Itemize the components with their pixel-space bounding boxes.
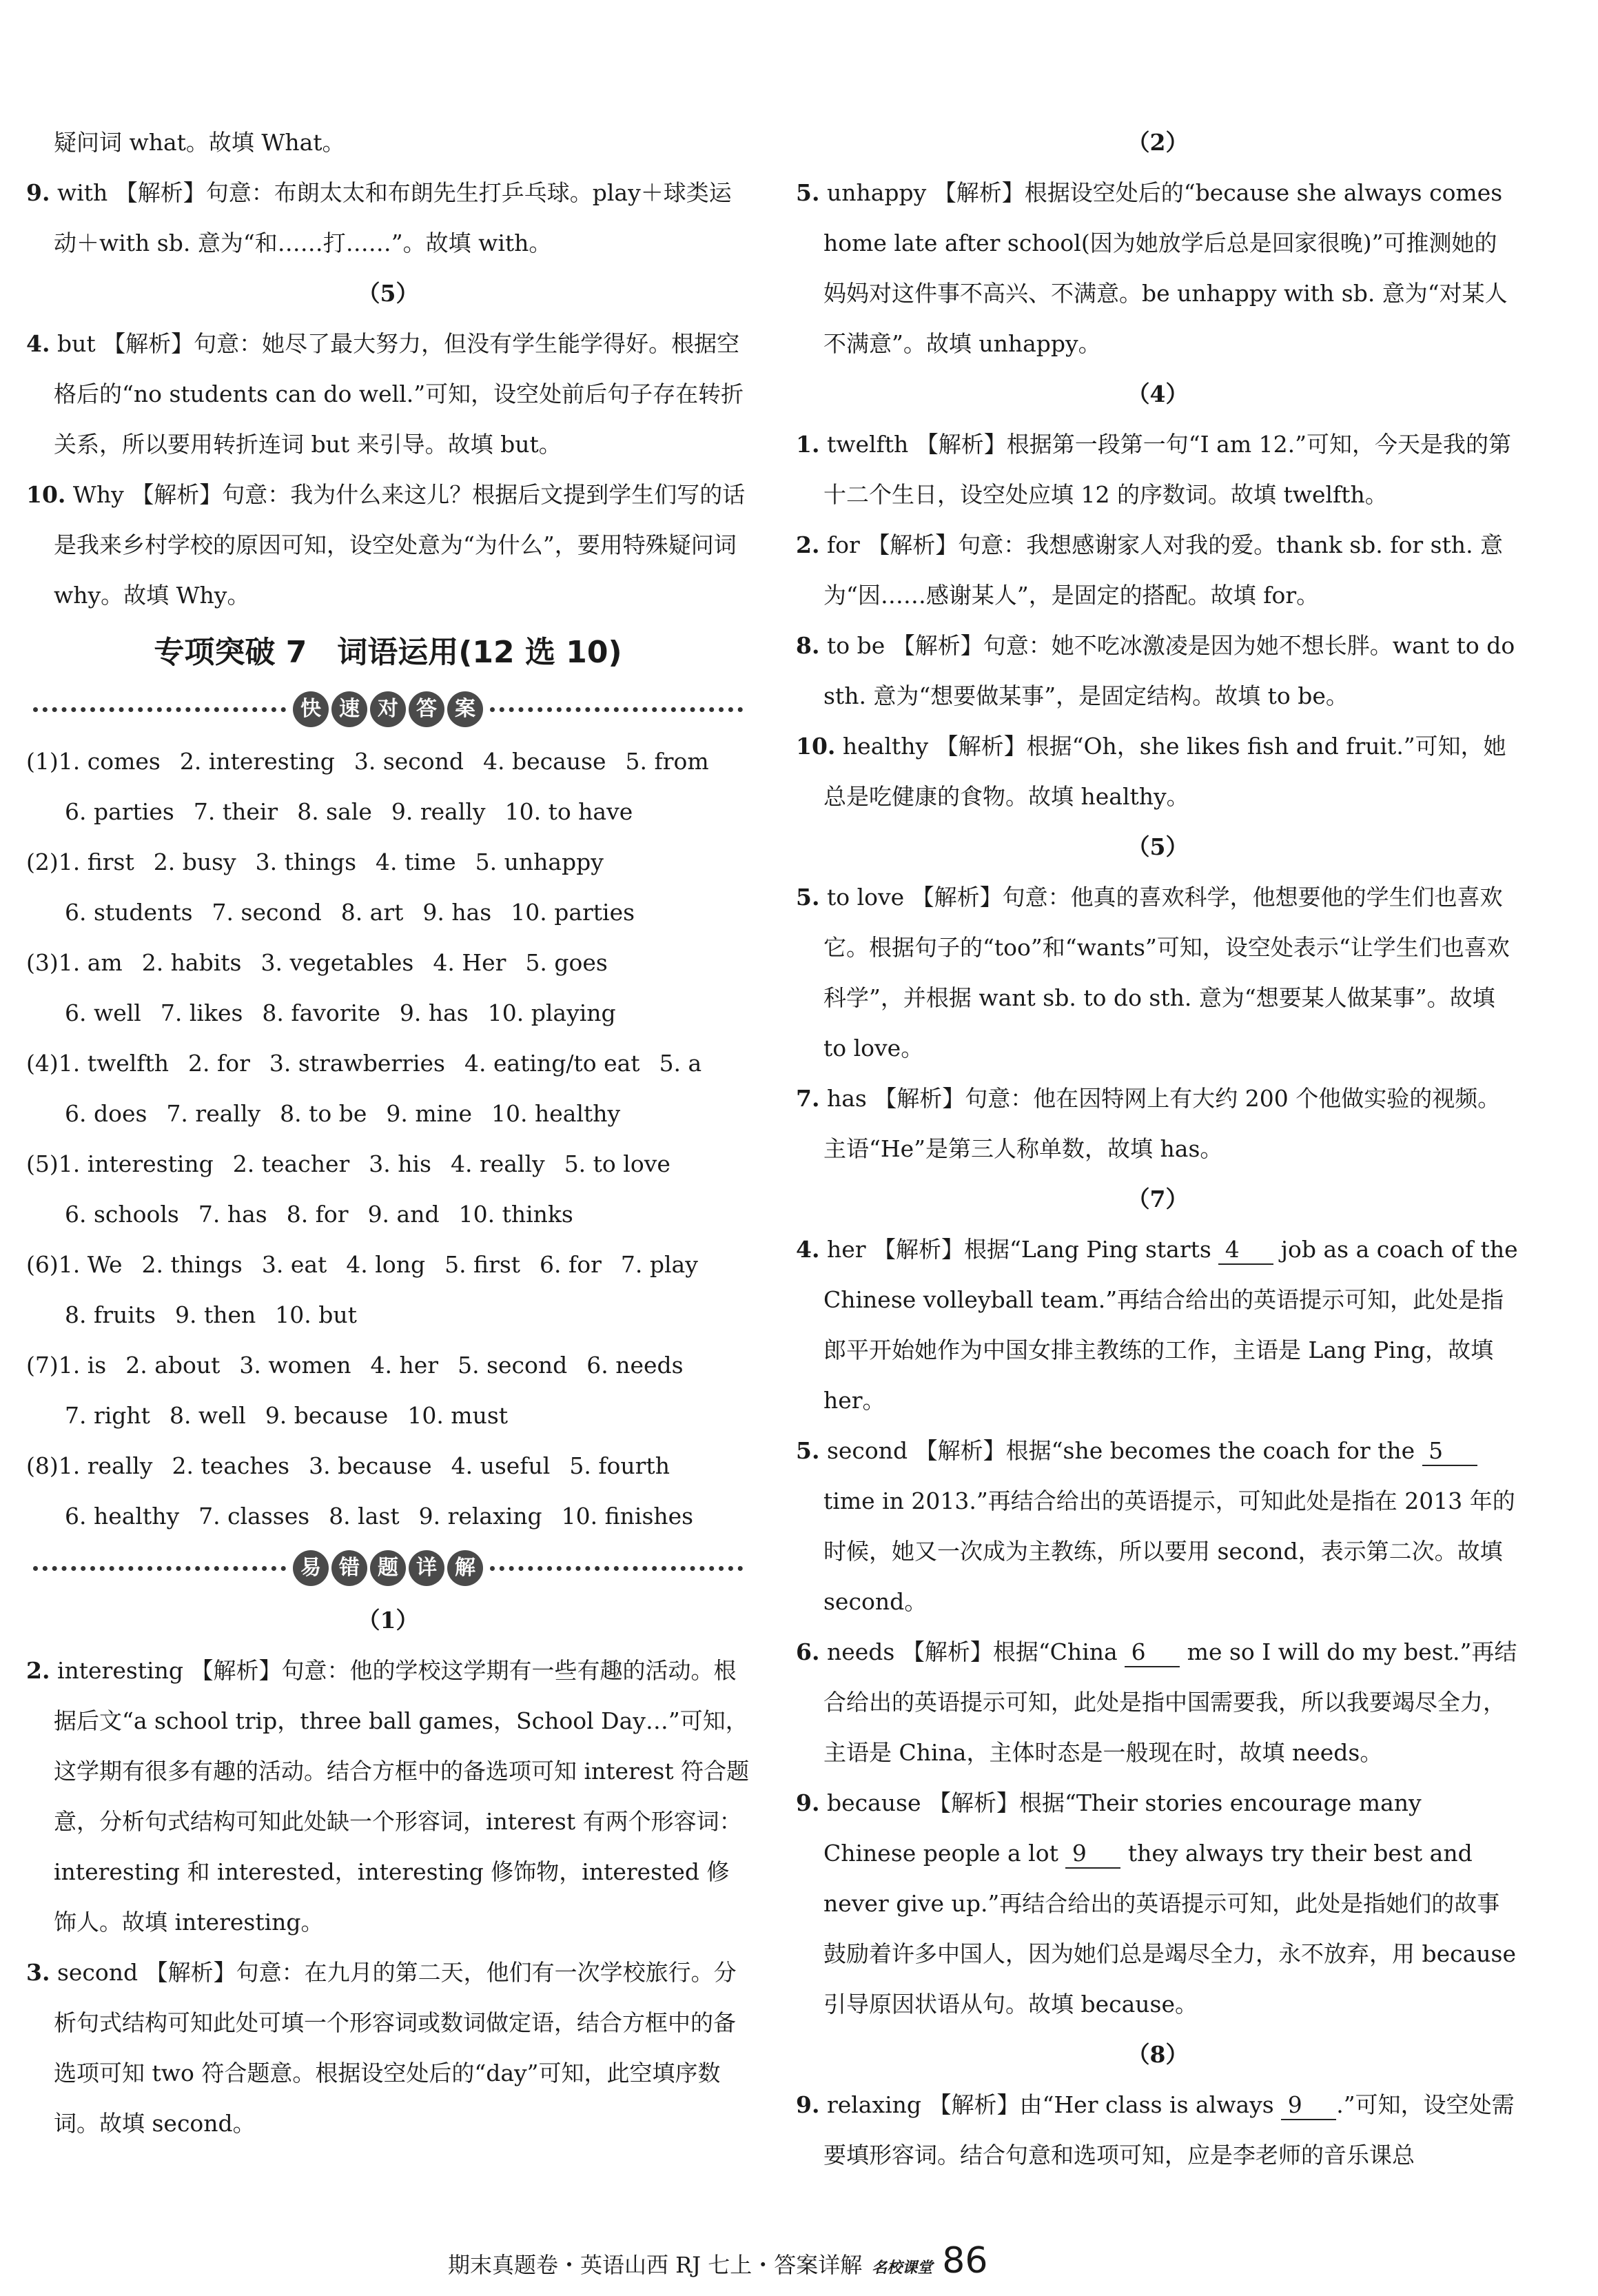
answer-item: 2. interesting 【解析】句意：他的学校这学期有一些有趣的活动。根据后文“a school trip，three ball games，School Day…”可知，这学期有很多有趣的活动。结合方框中的备选项可知 interest 符合题意，分析句式结构可知此处缺一个形容词，interest 有两个形容词：interesting 和 interested，interesting 修饰物，interested 修饰人。故填 interesting。	[26, 1657, 750, 1936]
answer-entry: 4. her	[370, 1352, 439, 1379]
answer-entry: 5. goes	[525, 949, 608, 976]
answer-item: 4. but 【解析】句意：她尽了最大努力，但没有学生能学得好。根据空格后的“no students can do well.”可知，设空处前后句子存在转折关系，所以要用转折连词 but 来引导。故填 but。	[26, 330, 744, 458]
answer-row	[26, 786, 750, 837]
answer-entry: 8. favorite	[262, 999, 380, 1026]
answer-entry: 5. a	[659, 1050, 702, 1077]
answer-entry: 2. for	[188, 1050, 250, 1077]
subsection-label: （8）	[1127, 2041, 1189, 2068]
answer-entry: 7. likes	[160, 999, 243, 1026]
group-label: (1)	[26, 748, 59, 775]
subsection-label: （2）	[1127, 129, 1189, 156]
blank-line: 6	[1125, 1638, 1180, 1667]
group-label: (5)	[26, 1150, 59, 1177]
answer-item: 3. second 【解析】句意：在九月的第二天，他们有一次学校旅行。分析句式结构可知此处可填一个形容词或数词做定语，结合方框中的备选项可知 two 符合题意。根据设空处后的“day”可知，此空填序数词。故填 second。	[26, 1959, 737, 2137]
banner-char: 易	[293, 1550, 329, 1586]
answer-entry: 2. busy	[153, 849, 236, 875]
group-label: (2)	[26, 849, 59, 875]
answer-entry: 7. classes	[198, 1503, 310, 1530]
answer-entry: 3. second	[354, 748, 464, 775]
answer-item: 10. healthy 【解析】根据“Oh，she likes fish and fruit.”可知，她总是吃健康的食物。故填 healthy。	[796, 733, 1506, 810]
answer-entry: 6. students	[65, 899, 193, 926]
answer-entry: 4. eating/to eat	[464, 1050, 640, 1077]
answer-entry: 3. women	[239, 1352, 351, 1379]
group-label: (4)	[26, 1050, 59, 1077]
answer-row	[26, 1139, 750, 1189]
page-footer	[448, 2240, 987, 2282]
answer-entry: 6. well	[65, 999, 141, 1026]
answer-entry: 10. but	[275, 1301, 357, 1328]
banner-char: 解	[447, 1550, 483, 1586]
answer-entry: 3. his	[369, 1150, 431, 1177]
answer-entry: 7. second	[212, 899, 322, 926]
answer-entry: 1. first	[58, 849, 134, 875]
answer-entry: 1. is	[58, 1352, 107, 1379]
answer-item: 9. because 【解析】根据“Their stories encourage many Chinese people a lot 9 they always try their best and never give up.”再结合给出的英语提示可知，此处是指她们的故事鼓励着许多中国人，因为她们总是竭尽全力，永不放弃，用 because 引导原因状语从句。故填 because。	[796, 1789, 1517, 2018]
answer-entry: 9. has	[422, 899, 492, 926]
subsection-label: （1）	[357, 1607, 419, 1634]
answer-row	[26, 1038, 750, 1088]
answer-entry: 6. parties	[65, 798, 174, 825]
answer-item: 5. second 【解析】根据“she becomes the coach for the 5 time in 2013.”再结合给出的英语提示，可知此处是指在 2013 年的时候，她又一次成为主教练，所以要用 second，表示第二次。故填 second。	[796, 1437, 1515, 1615]
answer-entry: 2. teaches	[172, 1452, 290, 1479]
answer-entry: 8. well	[169, 1402, 246, 1429]
answer-item: 9. with 【解析】句意：布朗太太和布朗先生打乒乓球。play＋球类运动＋with sb. 意为“和……打……”。故填 with。	[26, 179, 732, 256]
banner-char: 对	[370, 691, 406, 727]
answer-entry: 7. play	[620, 1251, 698, 1278]
answer-entry: 9. really	[391, 798, 486, 825]
answer-entry: 2. about	[125, 1352, 221, 1379]
banner-char: 案	[447, 691, 483, 727]
answer-entry: 9. has	[399, 999, 469, 1026]
answer-entry: 2. teacher	[232, 1150, 350, 1177]
section-title: 专项突破 7 词语运用(12 选 10)	[154, 635, 622, 670]
answer-entry: 9. and	[367, 1201, 440, 1228]
answer-entry: 10. must	[407, 1402, 509, 1429]
answer-entry: 4. Her	[433, 949, 506, 976]
answer-entry: 5. to love	[564, 1150, 670, 1177]
answer-entry: 10. playing	[487, 999, 616, 1026]
blank-line: 4	[1218, 1236, 1273, 1265]
answer-entry: 10. finishes	[561, 1503, 694, 1530]
answer-entry: 8. for	[286, 1201, 349, 1228]
answer-item: 5. unhappy 【解析】根据设空处后的“because she always comes home late after school(因为她放学后总是回家很晚)”可推测她的妈妈对这件事不高兴、不满意。be unhappy with sb. 意为“对某人不满意”。故填 unhappy。	[796, 179, 1508, 357]
answer-entry: 5. second	[458, 1352, 568, 1379]
answer-entry: 8. art	[340, 899, 404, 926]
answer-row	[26, 937, 750, 988]
answer-entry: 7. has	[198, 1201, 267, 1228]
answer-entry: 9. mine	[386, 1100, 473, 1127]
answer-entry: 8. to be	[280, 1100, 367, 1127]
page-number: 86	[942, 2240, 988, 2282]
answer-row	[26, 1189, 750, 1239]
banner-badge	[293, 691, 483, 727]
answer-entry: 1. We	[58, 1251, 123, 1278]
quick-answer-list	[26, 736, 750, 1541]
subsection-label: （5）	[1127, 833, 1189, 860]
answer-entry: 7. really	[166, 1100, 261, 1127]
group-label: (6)	[26, 1251, 59, 1278]
answer-row	[26, 837, 750, 887]
answer-entry: 3. strawberries	[269, 1050, 445, 1077]
dotted-divider	[490, 1566, 743, 1571]
answer-entry: 1. really	[58, 1452, 153, 1479]
right-column	[796, 117, 1519, 2180]
answer-entry: 7. right	[65, 1402, 150, 1429]
answer-entry: 6. healthy	[65, 1503, 180, 1530]
answer-row	[26, 1340, 750, 1390]
subsection-label: （4）	[1127, 380, 1189, 407]
banner-char: 答	[409, 691, 444, 727]
answer-entry: 6. does	[65, 1100, 147, 1127]
answer-entry: 1. twelfth	[58, 1050, 170, 1077]
group-label: (7)	[26, 1352, 59, 1379]
blank-line: 5	[1422, 1437, 1477, 1466]
answer-entry: 10. healthy	[491, 1100, 621, 1127]
answer-entry: 5. from	[625, 748, 709, 775]
answer-entry: 4. useful	[451, 1452, 551, 1479]
subsection-label: （7）	[1127, 1186, 1189, 1212]
answer-item: 7. has 【解析】句意：他在因特网上有大约 200 个他做实验的视频。主语“He”是第三人称单数，故填 has。	[796, 1085, 1501, 1162]
answer-entry: 2. habits	[141, 949, 242, 976]
answer-row	[26, 1239, 750, 1290]
answer-row	[26, 988, 750, 1038]
answer-entry: 6. for	[540, 1251, 602, 1278]
answer-row	[26, 1491, 750, 1541]
banner-char: 详	[409, 1550, 444, 1586]
answer-row	[26, 887, 750, 937]
group-label: (8)	[26, 1452, 59, 1479]
answer-entry: 1. am	[58, 949, 123, 976]
answer-entry: 3. eat	[261, 1251, 327, 1278]
dotted-divider	[33, 1566, 286, 1571]
footer-text: 期末真题卷・英语山西 RJ 七上・答案详解	[448, 2252, 863, 2278]
answer-row	[26, 736, 750, 786]
answer-entry: 5. fourth	[569, 1452, 670, 1479]
answer-item: 8. to be 【解析】句意：她不吃冰激凌是因为她不想长胖。want to do sth. 意为“想要做某事”，是固定结构。故填 to be。	[796, 632, 1515, 709]
answer-item: 1. twelfth 【解析】根据第一段第一句“I am 12.”可知，今天是我的第十二个生日，设空处应填 12 的序数词。故填 twelfth。	[796, 431, 1511, 508]
dotted-divider	[33, 707, 286, 712]
banner-badge	[293, 1550, 483, 1586]
answer-entry: 7. their	[193, 798, 278, 825]
group-label: (3)	[26, 949, 59, 976]
answer-entry: 5. first	[444, 1251, 521, 1278]
answer-item: 10. Why 【解析】句意：我为什么来这儿？根据后文提到学生们写的话是我来乡村学校的原因可知，设空处意为“为什么”，要用特殊疑问词 why。故填 Why。	[26, 481, 746, 609]
answer-entry: 4. time	[376, 849, 456, 875]
error-analysis-banner	[26, 1544, 750, 1592]
quick-answers-banner	[26, 685, 750, 733]
answer-row	[26, 1441, 750, 1491]
answer-item: 2. for 【解析】句意：我想感谢家人对我的爱。thank sb. for sth. 意为“因……感谢某人”，是固定的搭配。故填 for。	[796, 531, 1504, 609]
publisher-logo: 名校课堂	[872, 2259, 933, 2277]
answer-item: 5. to love 【解析】句意：他真的喜欢科学，他想要他的学生们也喜欢它。根据句子的“too”和“wants”可知，设空处表示“让学生们也喜欢科学”，并根据 want sb. to do sth. 意为“想要某人做某事”。故填 to love。	[796, 884, 1510, 1061]
answer-entry: 9. because	[265, 1402, 389, 1429]
answer-entry: 1. interesting	[58, 1150, 214, 1177]
answer-entry: 3. because	[309, 1452, 432, 1479]
banner-char: 错	[331, 1550, 367, 1586]
banner-char: 题	[370, 1550, 406, 1586]
answer-entry: 2. interesting	[179, 748, 335, 775]
answer-row	[26, 1088, 750, 1139]
answer-entry: 3. vegetables	[260, 949, 414, 976]
answer-entry: 5. unhappy	[475, 849, 604, 875]
subsection-label: （5）	[357, 280, 419, 307]
blank-line: 9	[1065, 1840, 1120, 1869]
answer-entry: 4. because	[483, 748, 606, 775]
answer-entry: 8. sale	[297, 798, 372, 825]
answer-entry: 4. long	[346, 1251, 426, 1278]
answer-entry: 8. last	[329, 1503, 400, 1530]
banner-char: 速	[331, 691, 367, 727]
answer-entry: 6. needs	[586, 1352, 684, 1379]
answer-entry: 10. to have	[504, 798, 633, 825]
dotted-divider	[490, 707, 743, 712]
answer-entry: 9. then	[174, 1301, 256, 1328]
answer-row	[26, 1290, 750, 1340]
answer-entry: 10. thinks	[458, 1201, 573, 1228]
answer-item: 4. her 【解析】根据“Lang Ping starts 4 job as a coach of the Chinese volleyball team.”再结合给出的英语提示可知，此处是指郎平开始她作为中国女排主教练的工作，主语是 Lang Ping，故填 her。	[796, 1236, 1518, 1414]
answer-entry: 4. really	[450, 1150, 545, 1177]
answer-row	[26, 1390, 750, 1441]
blank-line: 9	[1281, 2091, 1336, 2120]
answer-entry: 6. schools	[65, 1201, 179, 1228]
answer-item: 9. relaxing 【解析】由“Her class is always 9 .”可知，设空处需要填形容词。结合句意和选项可知，应是李老师的音乐课总	[796, 2091, 1515, 2168]
answer-entry: 10. parties	[511, 899, 635, 926]
left-column	[26, 117, 750, 2148]
answer-item: 6. needs 【解析】根据“China 6 me so I will do my best.”再结合给出的英语提示可知，此处是指中国需要我，所以我要竭尽全力，主语是 China，主体时态是一般现在时，故填 needs。	[796, 1638, 1517, 1766]
answer-entry: 3. things	[255, 849, 357, 875]
banner-char: 快	[293, 691, 329, 727]
continuation-text: 疑问词 what。故填 What。	[54, 129, 345, 156]
answer-entry: 9. relaxing	[418, 1503, 542, 1530]
answer-entry: 2. things	[141, 1251, 243, 1278]
answer-entry: 8. fruits	[65, 1301, 156, 1328]
answer-entry: 1. comes	[58, 748, 161, 775]
